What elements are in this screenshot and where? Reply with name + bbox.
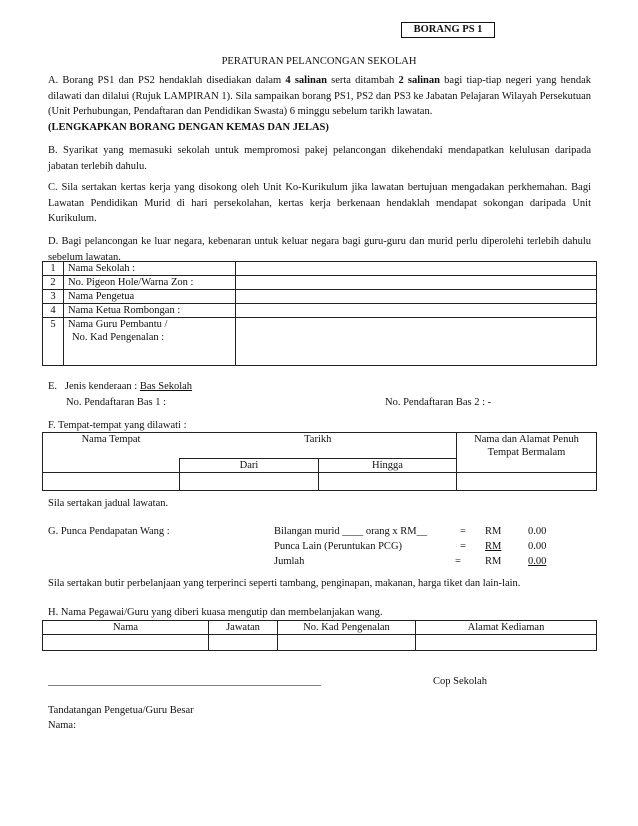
authorized-header-row: [43, 621, 597, 635]
currency-label: RM 0.00: [485, 541, 547, 552]
assistant-teacher-field[interactable]: [236, 318, 597, 366]
row-label: Nama Pengetua: [64, 290, 236, 304]
col-from-header: Dari: [180, 459, 319, 473]
total-amount: 0.00: [528, 556, 547, 567]
row-label: No. Pigeon Hole/Warna Zon :: [64, 276, 236, 290]
row-number: 2: [43, 276, 64, 290]
col-place-header: Nama Tempat: [43, 433, 180, 473]
section-g-label: G. Punca Pendapatan Wang :: [48, 526, 170, 537]
funding-row-other: [274, 541, 574, 555]
row-number: 1: [43, 262, 64, 276]
places-header-row: [43, 433, 597, 459]
section-a: A. Borang PS1 dan PS2 hendaklah disediakan dalam 4 salinan serta ditambah 2 salinan bagi tiap-tiap negeri yang hendak dilawati dan dilalui (Rujuk LAMPIRAN 1). Sila sampaikan borang PS1, PS2 dan PS3 ke Jabatan Pelajaran Wilayah Persekutuan (Unit Perhubungan, Pendaftaran dan Pendidikan Swasta) 6 minggu sebelum tarikh lawatan. (LENGKAPKAN BORANG DENGAN KEMAS DAN JELAS): [48, 75, 591, 133]
funding-row-total: [274, 556, 574, 570]
places-blank-row: [43, 473, 597, 491]
authorized-persons-table: [42, 620, 597, 651]
currency-label: RM: [485, 526, 502, 537]
accommodation-field[interactable]: [457, 473, 597, 491]
signature-line: ______________________________________________________: [48, 676, 321, 687]
place-name-field[interactable]: [43, 473, 180, 491]
currency-label: RM: [485, 556, 502, 567]
table-row: [43, 304, 597, 318]
officer-ic-field[interactable]: [278, 635, 416, 651]
section-c: C. Sila sertakan kertas kerja yang disokong oleh Unit Ko-Kurikulum jika lawatan bertujuan mengadakan perkhemahan. Bagi Lawatan Pendidikan Murid di hari persekolahan, kertas kerja berkenaan hendaklah mendapat sokongan daripada Unit Kurikulum.: [48, 182, 591, 224]
col-ic-header: No. Kad Pengenalan: [278, 621, 416, 635]
date-to-field[interactable]: [319, 473, 457, 491]
officer-position-field[interactable]: [209, 635, 278, 651]
students-amount: 0.00: [528, 526, 547, 537]
total-label: Jumlah: [274, 556, 305, 567]
equals-sign: =: [460, 541, 466, 552]
row-number: 3: [43, 290, 64, 304]
form-code-box: [401, 22, 495, 38]
page-title: PERATURAN PELANCONGAN SEKOLAH: [221, 56, 417, 67]
bus-2-registration: No. Pendaftaran Bas 2 : -: [385, 397, 492, 408]
vehicle-type: Bas Sekolah: [139, 381, 193, 392]
bus-1-registration: No. Pendaftaran Bas 1 :: [66, 397, 167, 408]
table-row: [43, 290, 597, 304]
other-amount: 0.00: [528, 541, 547, 552]
school-stamp-label: Cop Sekolah: [433, 676, 487, 687]
signature-label: Tandatangan Pengetua/Guru Besar: [48, 705, 194, 716]
name-label: Nama:: [48, 720, 76, 731]
schedule-note: Sila sertakan jadual lawatan.: [48, 498, 169, 509]
other-source-label: Punca Lain (Peruntukan PCG): [274, 541, 403, 552]
row-number: 4: [43, 304, 64, 318]
row-label: Nama Guru Pembantu / No. Kad Pengenalan :: [64, 318, 236, 366]
authorized-blank-row: [43, 635, 597, 651]
section-b: B. Syarikat yang memasuki sekolah untuk mempromosi pakej pelancongan dikehendaki mendapatkan kelulusan daripada jabatan terlebih dahulu.: [48, 145, 591, 172]
table-row: [43, 262, 597, 276]
principal-name-field[interactable]: [236, 290, 597, 304]
officer-address-field[interactable]: [416, 635, 597, 651]
table-row: [43, 318, 597, 366]
school-info-table: [42, 261, 597, 366]
col-to-header: Hingga: [319, 459, 457, 473]
equals-sign: =: [460, 526, 466, 537]
extra-copies-bold: 2 salinan: [398, 75, 440, 86]
expense-note: Sila sertakan butir perbelanjaan yang terperinci seperti tambang, penginapan, makanan, harga tiket dan lain-lain.: [48, 578, 521, 589]
section-h-label: H. Nama Pegawai/Guru yang diberi kuasa mengutip dan membelanjakan wang.: [48, 607, 383, 618]
section-d: D. Bagi pelancongan ke luar negara, kebenaran untuk keluar negara bagi guru-guru dan murid perlu diperolehi terlebih dahulu sebelum lawatan.: [48, 236, 591, 263]
row-number: 5: [43, 318, 64, 366]
section-e: E. Jenis kenderaan : Bas Sekolah: [48, 381, 193, 392]
col-date-header: Tarikh: [180, 433, 457, 459]
group-leader-field[interactable]: [236, 304, 597, 318]
copies-bold: 4 salinan: [285, 75, 327, 86]
date-from-field[interactable]: [180, 473, 319, 491]
row-label: Nama Sekolah :: [64, 262, 236, 276]
funding-row-students: [274, 526, 574, 540]
section-a-instruction: (LENGKAPKAN BORANG DENGAN KEMAS DAN JELAS): [48, 121, 329, 133]
col-position-header: Jawatan: [209, 621, 278, 635]
col-address-header: Alamat Kediaman: [416, 621, 597, 635]
form-code: BORANG PS 1: [413, 24, 483, 35]
officer-name-field[interactable]: [43, 635, 209, 651]
pigeon-hole-field[interactable]: [236, 276, 597, 290]
table-row: [43, 276, 597, 290]
students-label: Bilangan murid ____ orang x RM__: [274, 526, 428, 537]
school-name-field[interactable]: [236, 262, 597, 276]
section-f-label: F. Tempat-tempat yang dilawati :: [48, 420, 187, 431]
row-label: Nama Ketua Rombongan :: [64, 304, 236, 318]
col-name-header: Nama: [43, 621, 209, 635]
equals-sign: =: [455, 556, 461, 567]
places-table: [42, 432, 597, 491]
col-address-header: Nama dan Alamat Penuh Tempat Bermalam: [457, 433, 597, 473]
